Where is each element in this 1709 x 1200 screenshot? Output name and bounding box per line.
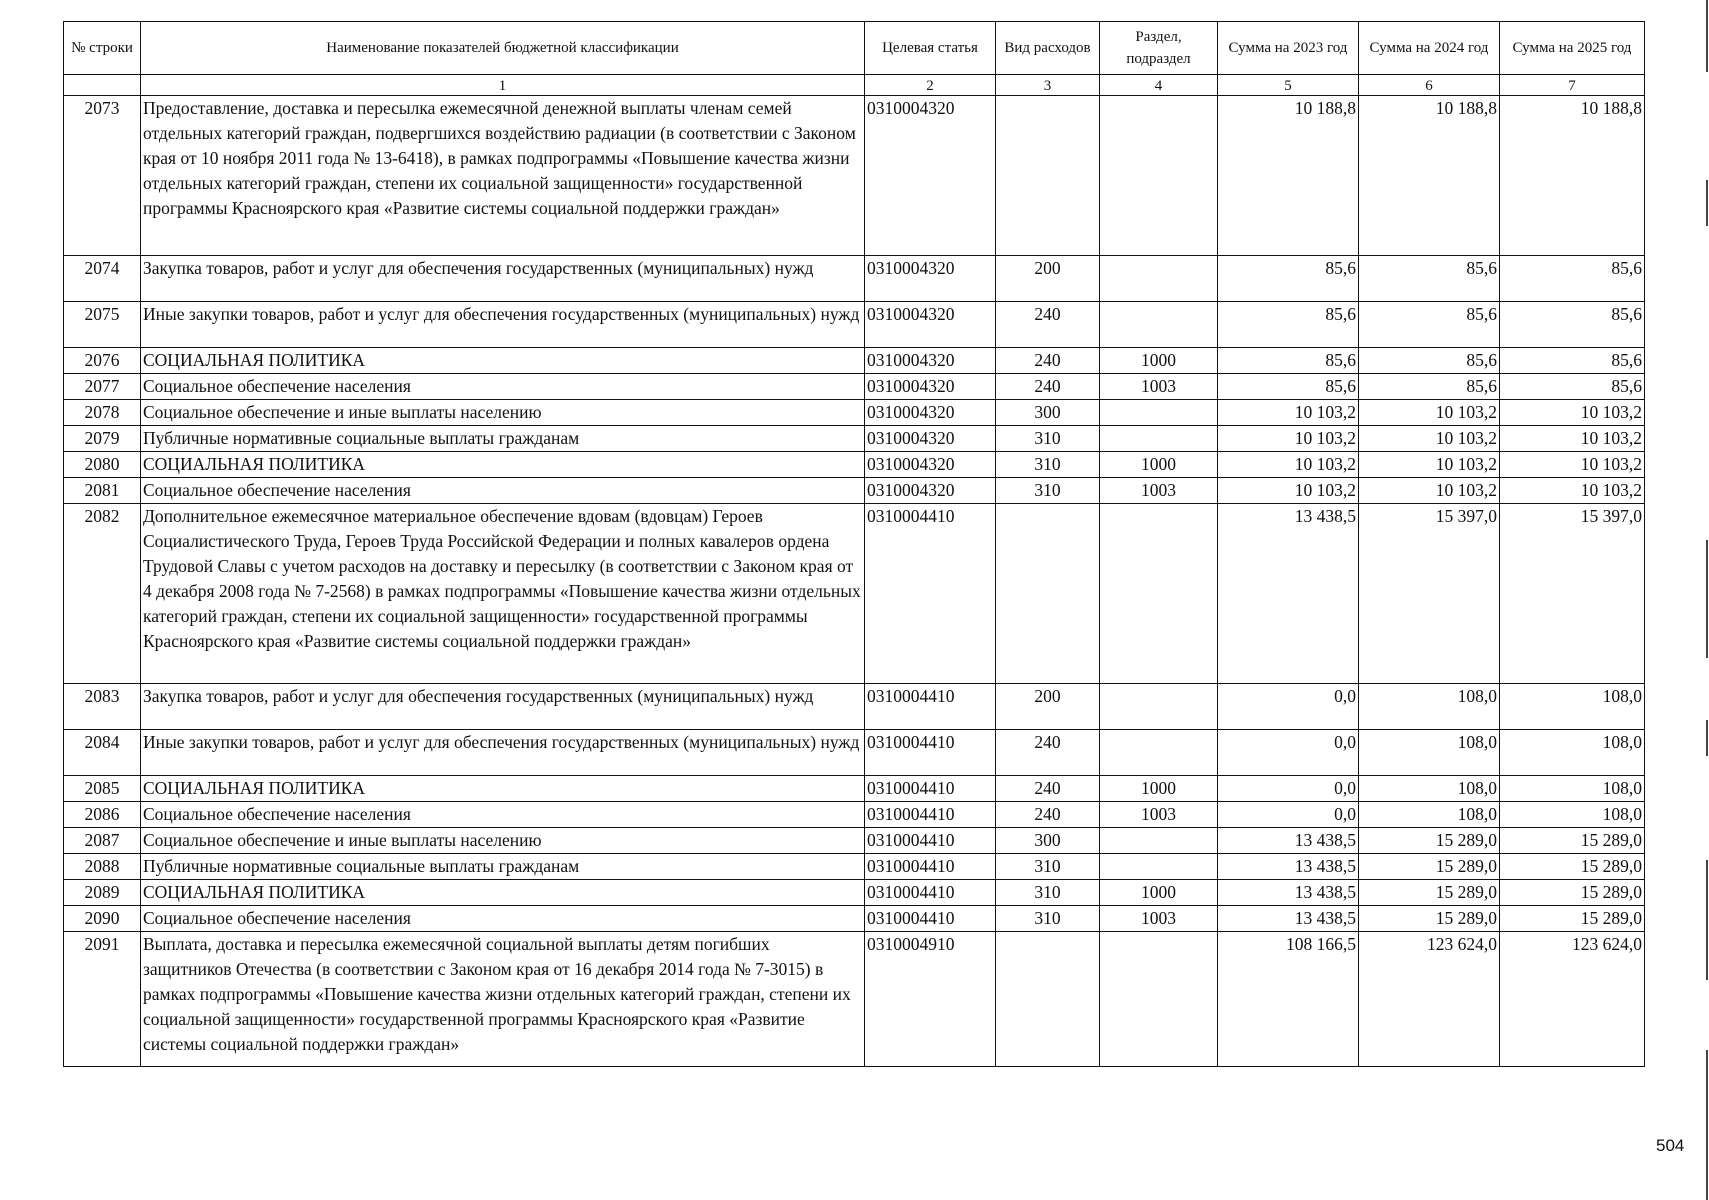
row-number-cell: 2079 — [64, 426, 141, 452]
sum-2024-cell: 108,0 — [1359, 776, 1500, 802]
table-row — [64, 452, 1645, 478]
table-row — [64, 426, 1645, 452]
target-article-cell: 0310004320 — [865, 400, 996, 426]
expense-type-cell: 310 — [996, 880, 1100, 906]
sum-2024-cell: 108,0 — [1359, 802, 1500, 828]
row-number-cell: 2086 — [64, 802, 141, 828]
target-article-cell: 0310004320 — [865, 374, 996, 400]
expense-type-cell — [996, 96, 1100, 256]
column-number-row — [64, 75, 1645, 96]
sum-2025-cell: 123 624,0 — [1500, 932, 1645, 1067]
row-number-cell: 2076 — [64, 348, 141, 374]
indicator-name-cell: Дополнительное ежемесячное материальное обеспечение вдовам (вдовцам) Героев Социалистического Труда, Героев Труда Российской Федерации и полных кавалеров ордена Трудовой Славы с учетом расходов на доставку и пересылку (в соответствии с Законом края от 4 декабря 2008 года № 7-2568) в рамках подпрограммы «Повышение качества жизни отдельных категорий граждан, степени их социальной защищенности» государственной программы Красноярского края «Развитие системы социальной поддержки граждан» — [141, 504, 865, 684]
sum-2025-cell: 15 289,0 — [1500, 880, 1645, 906]
expense-type-cell: 310 — [996, 452, 1100, 478]
indicator-name-cell: Социальное обеспечение населения — [141, 802, 865, 828]
expense-type-cell: 240 — [996, 802, 1100, 828]
indicator-name-cell: СОЦИАЛЬНАЯ ПОЛИТИКА — [141, 452, 865, 478]
sum-2023-cell: 13 438,5 — [1218, 504, 1359, 684]
sum-2023-cell: 13 438,5 — [1218, 880, 1359, 906]
table-header — [64, 22, 1645, 96]
row-number-cell: 2085 — [64, 776, 141, 802]
sum-2023-cell: 13 438,5 — [1218, 906, 1359, 932]
target-article-cell: 0310004320 — [865, 96, 996, 256]
sum-2024-cell: 15 289,0 — [1359, 880, 1500, 906]
section-cell: 1000 — [1100, 880, 1218, 906]
sum-2025-cell: 10 103,2 — [1500, 400, 1645, 426]
header-row — [64, 22, 1645, 75]
expense-type-cell: 200 — [996, 684, 1100, 730]
sum-2023-cell: 10 103,2 — [1218, 400, 1359, 426]
table-row — [64, 256, 1645, 302]
sum-2023-cell: 85,6 — [1218, 302, 1359, 348]
expense-type-cell: 310 — [996, 478, 1100, 504]
row-number-cell: 2073 — [64, 96, 141, 256]
row-number-cell: 2077 — [64, 374, 141, 400]
indicator-name-cell: Публичные нормативные социальные выплаты гражданам — [141, 426, 865, 452]
table-row — [64, 96, 1645, 256]
row-number-cell: 2080 — [64, 452, 141, 478]
target-article-cell: 0310004410 — [865, 730, 996, 776]
row-number-cell: 2088 — [64, 854, 141, 880]
table-row — [64, 400, 1645, 426]
section-cell — [1100, 96, 1218, 256]
expense-type-cell: 240 — [996, 776, 1100, 802]
indicator-name-cell: СОЦИАЛЬНАЯ ПОЛИТИКА — [141, 348, 865, 374]
sum-2023-cell: 10 103,2 — [1218, 478, 1359, 504]
target-article-cell: 0310004410 — [865, 880, 996, 906]
target-article-cell: 0310004410 — [865, 802, 996, 828]
budget-table — [63, 21, 1645, 1067]
sum-2024-cell: 10 103,2 — [1359, 426, 1500, 452]
header-target-article: Целевая статья — [865, 22, 996, 75]
indicator-name-cell: Иные закупки товаров, работ и услуг для обеспечения государственных (муниципальных) нужд — [141, 730, 865, 776]
indicator-name-cell: Предоставление, доставка и пересылка ежемесячной денежной выплаты членам семей отдельных категорий граждан, подвергшихся воздействию радиации (в соответствии с Законом края от 10 ноября 2011 года № 13-6418), в рамках подпрограммы «Повышение качества жизни отдельных категорий граждан, степени их социальной защищенности» государственной программы Красноярского края «Развитие системы социальной поддержки граждан» — [141, 96, 865, 256]
sum-2024-cell: 10 103,2 — [1359, 400, 1500, 426]
sum-2025-cell: 10 103,2 — [1500, 478, 1645, 504]
column-number: 6 — [1359, 75, 1500, 96]
table-row — [64, 684, 1645, 730]
table-row — [64, 776, 1645, 802]
row-number-cell: 2075 — [64, 302, 141, 348]
expense-type-cell: 310 — [996, 854, 1100, 880]
column-number: 2 — [865, 75, 996, 96]
sum-2025-cell: 15 397,0 — [1500, 504, 1645, 684]
row-number-cell: 2091 — [64, 932, 141, 1067]
sum-2023-cell: 0,0 — [1218, 776, 1359, 802]
table-row — [64, 478, 1645, 504]
indicator-name-cell: Выплата, доставка и пересылка ежемесячной социальной выплаты детям погибших защитников Отечества (в соответствии с Законом края от 16 декабря 2014 года № 7-3015) в рамках подпрограммы «Повышение качества жизни отдельных категорий граждан, степени их социальной защищенности» государственной программы Красноярского края «Развитие системы социальной поддержки граждан» — [141, 932, 865, 1067]
section-cell: 1003 — [1100, 374, 1218, 400]
expense-type-cell: 240 — [996, 302, 1100, 348]
sum-2024-cell: 10 188,8 — [1359, 96, 1500, 256]
section-cell — [1100, 504, 1218, 684]
sum-2024-cell: 108,0 — [1359, 684, 1500, 730]
sum-2025-cell: 108,0 — [1500, 776, 1645, 802]
expense-type-cell: 300 — [996, 828, 1100, 854]
table-row — [64, 906, 1645, 932]
column-number — [64, 75, 141, 96]
table-row — [64, 302, 1645, 348]
sum-2023-cell: 108 166,5 — [1218, 932, 1359, 1067]
target-article-cell: 0310004410 — [865, 906, 996, 932]
sum-2023-cell: 85,6 — [1218, 348, 1359, 374]
expense-type-cell: 310 — [996, 426, 1100, 452]
section-cell — [1100, 302, 1218, 348]
section-cell: 1000 — [1100, 776, 1218, 802]
sum-2024-cell: 15 289,0 — [1359, 906, 1500, 932]
scan-edge-marks — [1704, 0, 1709, 1200]
target-article-cell: 0310004910 — [865, 932, 996, 1067]
table-row — [64, 348, 1645, 374]
target-article-cell: 0310004320 — [865, 426, 996, 452]
section-cell — [1100, 828, 1218, 854]
header-sum-2025: Сумма на 2025 год — [1500, 22, 1645, 75]
table-body — [64, 96, 1645, 1067]
indicator-name-cell: Иные закупки товаров, работ и услуг для обеспечения государственных (муниципальных) нужд — [141, 302, 865, 348]
sum-2023-cell: 0,0 — [1218, 730, 1359, 776]
section-cell: 1000 — [1100, 348, 1218, 374]
sum-2025-cell: 85,6 — [1500, 348, 1645, 374]
header-sum-2024: Сумма на 2024 год — [1359, 22, 1500, 75]
indicator-name-cell: Закупка товаров, работ и услуг для обеспечения государственных (муниципальных) нужд — [141, 684, 865, 730]
header-row-number: № строки — [64, 22, 141, 75]
row-number-cell: 2083 — [64, 684, 141, 730]
row-number-cell: 2082 — [64, 504, 141, 684]
section-cell — [1100, 400, 1218, 426]
column-number: 4 — [1100, 75, 1218, 96]
indicator-name-cell: СОЦИАЛЬНАЯ ПОЛИТИКА — [141, 776, 865, 802]
sum-2023-cell: 10 103,2 — [1218, 426, 1359, 452]
expense-type-cell — [996, 932, 1100, 1067]
row-number-cell: 2078 — [64, 400, 141, 426]
section-cell: 1003 — [1100, 478, 1218, 504]
target-article-cell: 0310004320 — [865, 256, 996, 302]
column-number: 1 — [141, 75, 865, 96]
expense-type-cell: 240 — [996, 730, 1100, 776]
section-cell — [1100, 256, 1218, 302]
target-article-cell: 0310004410 — [865, 684, 996, 730]
row-number-cell: 2090 — [64, 906, 141, 932]
section-cell: 1003 — [1100, 802, 1218, 828]
sum-2023-cell: 13 438,5 — [1218, 854, 1359, 880]
section-cell — [1100, 730, 1218, 776]
sum-2025-cell: 108,0 — [1500, 684, 1645, 730]
sum-2024-cell: 108,0 — [1359, 730, 1500, 776]
table-row — [64, 932, 1645, 1067]
sum-2025-cell: 85,6 — [1500, 256, 1645, 302]
column-number: 5 — [1218, 75, 1359, 96]
sum-2025-cell: 10 103,2 — [1500, 452, 1645, 478]
row-number-cell: 2089 — [64, 880, 141, 906]
sum-2025-cell: 108,0 — [1500, 802, 1645, 828]
section-cell: 1003 — [1100, 906, 1218, 932]
table-row — [64, 802, 1645, 828]
indicator-name-cell: Социальное обеспечение населения — [141, 906, 865, 932]
table-row — [64, 854, 1645, 880]
section-cell — [1100, 854, 1218, 880]
row-number-cell: 2087 — [64, 828, 141, 854]
section-cell — [1100, 426, 1218, 452]
row-number-cell: 2084 — [64, 730, 141, 776]
column-number: 3 — [996, 75, 1100, 96]
sum-2024-cell: 123 624,0 — [1359, 932, 1500, 1067]
section-cell — [1100, 932, 1218, 1067]
target-article-cell: 0310004320 — [865, 348, 996, 374]
target-article-cell: 0310004410 — [865, 504, 996, 684]
header-sum-2023: Сумма на 2023 год — [1218, 22, 1359, 75]
table-row — [64, 828, 1645, 854]
sum-2023-cell: 85,6 — [1218, 256, 1359, 302]
page-number: 504 — [1656, 1136, 1685, 1155]
indicator-name-cell: Социальное обеспечение и иные выплаты населению — [141, 828, 865, 854]
indicator-name-cell: Социальное обеспечение населения — [141, 478, 865, 504]
target-article-cell: 0310004410 — [865, 854, 996, 880]
target-article-cell: 0310004320 — [865, 302, 996, 348]
sum-2023-cell: 10 103,2 — [1218, 452, 1359, 478]
table-row — [64, 730, 1645, 776]
sum-2025-cell: 15 289,0 — [1500, 854, 1645, 880]
target-article-cell: 0310004320 — [865, 478, 996, 504]
target-article-cell: 0310004410 — [865, 828, 996, 854]
indicator-name-cell: СОЦИАЛЬНАЯ ПОЛИТИКА — [141, 880, 865, 906]
sum-2025-cell: 85,6 — [1500, 302, 1645, 348]
expense-type-cell: 200 — [996, 256, 1100, 302]
sum-2023-cell: 10 188,8 — [1218, 96, 1359, 256]
sum-2023-cell: 13 438,5 — [1218, 828, 1359, 854]
sum-2025-cell: 85,6 — [1500, 374, 1645, 400]
indicator-name-cell: Социальное обеспечение населения — [141, 374, 865, 400]
row-number-cell: 2074 — [64, 256, 141, 302]
column-number: 7 — [1500, 75, 1645, 96]
sum-2024-cell: 85,6 — [1359, 256, 1500, 302]
indicator-name-cell: Закупка товаров, работ и услуг для обеспечения государственных (муниципальных) нужд — [141, 256, 865, 302]
indicator-name-cell: Социальное обеспечение и иные выплаты населению — [141, 400, 865, 426]
sum-2024-cell: 85,6 — [1359, 348, 1500, 374]
expense-type-cell: 300 — [996, 400, 1100, 426]
target-article-cell: 0310004410 — [865, 776, 996, 802]
sum-2024-cell: 15 289,0 — [1359, 828, 1500, 854]
section-cell: 1000 — [1100, 452, 1218, 478]
sum-2025-cell: 15 289,0 — [1500, 828, 1645, 854]
table-row — [64, 504, 1645, 684]
header-expense-type: Вид расходов — [996, 22, 1100, 75]
expense-type-cell: 240 — [996, 374, 1100, 400]
sum-2024-cell: 10 103,2 — [1359, 478, 1500, 504]
table-row — [64, 374, 1645, 400]
sum-2023-cell: 85,6 — [1218, 374, 1359, 400]
sum-2025-cell: 10 103,2 — [1500, 426, 1645, 452]
sum-2025-cell: 15 289,0 — [1500, 906, 1645, 932]
sum-2025-cell: 10 188,8 — [1500, 96, 1645, 256]
header-section: Раздел, подраздел — [1100, 22, 1218, 75]
sum-2023-cell: 0,0 — [1218, 802, 1359, 828]
expense-type-cell: 240 — [996, 348, 1100, 374]
section-cell — [1100, 684, 1218, 730]
sum-2023-cell: 0,0 — [1218, 684, 1359, 730]
expense-type-cell: 310 — [996, 906, 1100, 932]
sum-2024-cell: 85,6 — [1359, 302, 1500, 348]
sum-2024-cell: 15 289,0 — [1359, 854, 1500, 880]
header-indicator-name: Наименование показателей бюджетной классификации — [141, 22, 865, 75]
sum-2024-cell: 85,6 — [1359, 374, 1500, 400]
row-number-cell: 2081 — [64, 478, 141, 504]
expense-type-cell — [996, 504, 1100, 684]
sum-2025-cell: 108,0 — [1500, 730, 1645, 776]
target-article-cell: 0310004320 — [865, 452, 996, 478]
table-row — [64, 880, 1645, 906]
indicator-name-cell: Публичные нормативные социальные выплаты гражданам — [141, 854, 865, 880]
sum-2024-cell: 15 397,0 — [1359, 504, 1500, 684]
sum-2024-cell: 10 103,2 — [1359, 452, 1500, 478]
